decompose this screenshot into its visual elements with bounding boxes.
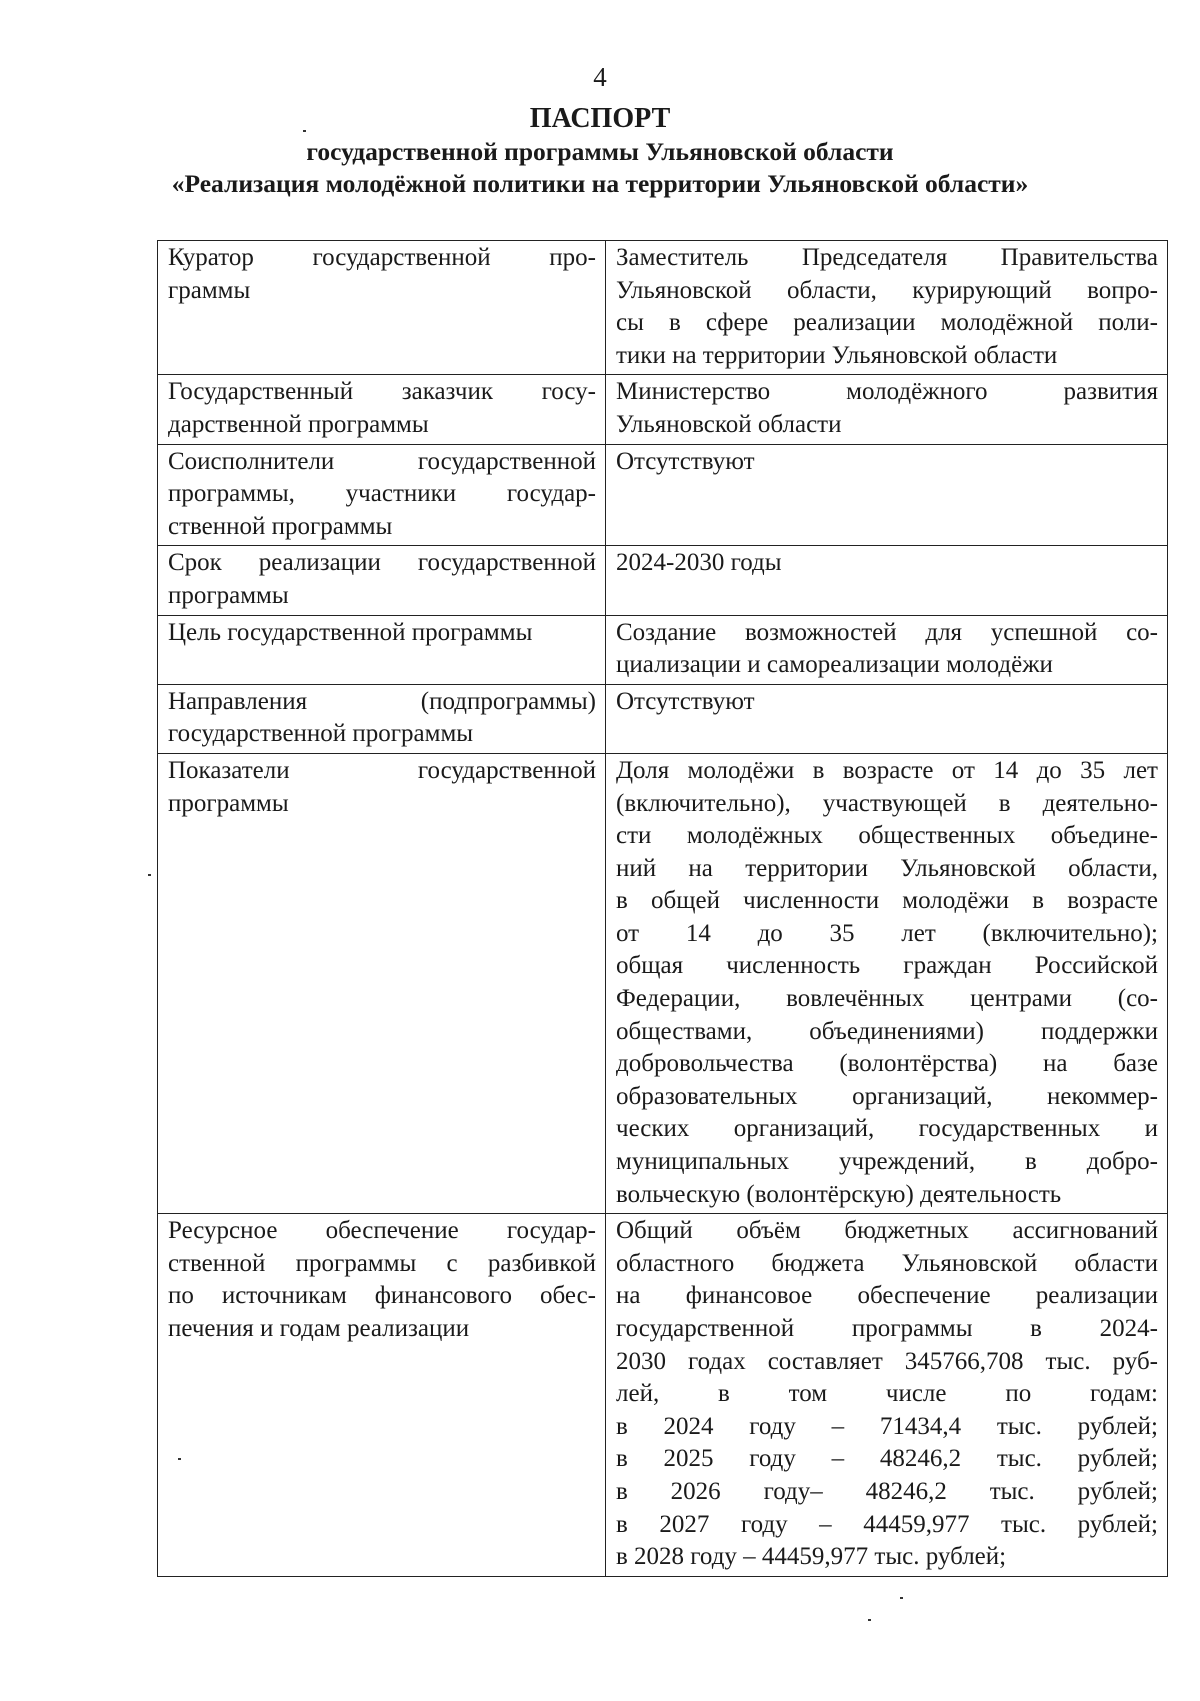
passport-value-cell — [606, 375, 1168, 444]
passport-row — [158, 1214, 1168, 1577]
passport-value-line: лей, в том числе по годам: — [616, 1380, 1158, 1408]
passport-label-cell — [158, 241, 606, 375]
passport-label-line: дарственной программы — [168, 410, 429, 438]
passport-value-cell — [606, 444, 1168, 546]
passport-row — [158, 375, 1168, 444]
passport-value-line: Отсутствуют — [616, 687, 755, 715]
passport-value-line: Федерации, вовлечённых центрами (со- — [616, 985, 1158, 1013]
passport-label-line: программы — [168, 581, 289, 609]
scan-speck — [303, 130, 306, 132]
passport-value-line: сти молодёжных общественных объедине- — [616, 822, 1158, 850]
passport-value-line: в 2024 году – 71434,4 тыс. рублей; — [616, 1412, 1158, 1440]
passport-value-line: общая численность граждан Российской — [616, 952, 1158, 980]
passport-label-line: Показатели государственной — [168, 756, 596, 784]
passport-value-line: ний на территории Ульяновской области, — [616, 854, 1158, 882]
passport-value-line: (включительно), участвующей в деятельно- — [616, 789, 1158, 817]
passport-table-body — [158, 241, 1168, 1577]
passport-value-line: ческих организаций, государственных и — [616, 1115, 1158, 1143]
passport-label-line: программы — [168, 789, 289, 817]
document-title: ПАСПОРТ — [529, 103, 671, 134]
passport-label-line: государственной программы — [168, 720, 474, 748]
passport-value-line: циализации и самореализации молодёжи — [616, 651, 1053, 679]
passport-value-line: Заместитель Председателя Правительства — [616, 244, 1158, 271]
passport-label-line: по источникам финансового обес- — [168, 1282, 596, 1310]
scan-speck — [148, 874, 151, 876]
passport-value-line: сы в сфере реализации молодёжной поли- — [616, 309, 1158, 337]
scan-speck — [900, 1597, 903, 1599]
passport-label-line: ственной программы с разбивкой — [168, 1249, 596, 1277]
passport-value-line: Доля молодёжи в возрасте от 14 до 35 лет — [616, 756, 1158, 784]
passport-value-line: в 2026 году– 48246,2 тыс. рублей; — [616, 1477, 1158, 1505]
passport-value-line: от 14 до 35 лет (включительно); — [616, 919, 1158, 947]
passport-value-line: в общей численности молодёжи в возрасте — [616, 887, 1158, 915]
scan-speck — [868, 1619, 871, 1621]
passport-label-cell — [158, 684, 606, 753]
passport-label-line: граммы — [168, 276, 251, 304]
passport-value-line: 2030 годах составляет 345766,708 тыс. руб- — [616, 1347, 1158, 1375]
passport-value-line: государственной программы в 2024- — [616, 1315, 1158, 1342]
passport-value-line: на финансовое обеспечение реализации — [616, 1282, 1158, 1310]
passport-label-line: Государственный заказчик госу- — [168, 378, 596, 406]
passport-row — [158, 546, 1168, 615]
passport-value-cell — [606, 615, 1168, 684]
passport-value-line: в 2027 году – 44459,977 тыс. рублей; — [616, 1510, 1158, 1538]
passport-value-cell — [606, 753, 1168, 1213]
passport-value-cell — [606, 684, 1168, 753]
passport-label-line: Цель государственной программы — [168, 618, 533, 646]
document-subtitle-line-2: «Реализация молодёжной политики на территории Ульяновской области» — [171, 169, 1029, 198]
passport-value-line: Создание возможностей для успешной со- — [616, 618, 1158, 646]
document-subtitle-line-1: государственной программы Ульяновской области — [306, 137, 894, 166]
passport-value-line: в 2028 году – 44459,977 тыс. рублей; — [616, 1543, 1007, 1571]
passport-label-cell — [158, 1214, 606, 1577]
passport-label-line: Ресурсное обеспечение государ- — [168, 1217, 596, 1245]
passport-row — [158, 753, 1168, 1213]
passport-value-line: 2024-2030 годы — [616, 549, 782, 577]
passport-label-cell — [158, 546, 606, 615]
passport-value-cell — [606, 546, 1168, 615]
passport-label-cell — [158, 375, 606, 444]
passport-value-line: вольческую (волонтёрскую) деятельность — [616, 1180, 1062, 1208]
passport-row — [158, 684, 1168, 753]
passport-row — [158, 241, 1168, 375]
passport-value-line: в 2025 году – 48246,2 тыс. рублей; — [616, 1445, 1158, 1473]
passport-label-line: Направления (подпрограммы) — [168, 687, 596, 715]
passport-value-line: Ульяновской области — [616, 410, 842, 438]
passport-table — [157, 240, 1168, 1577]
passport-value-line: Министерство молодёжного развития — [616, 378, 1158, 406]
passport-label-line: ственной программы — [168, 512, 393, 540]
passport-value-line: муниципальных учреждений, в добро- — [616, 1148, 1158, 1176]
passport-row — [158, 615, 1168, 684]
passport-label-cell — [158, 615, 606, 684]
passport-label-line: Соисполнители государственной — [168, 447, 596, 475]
passport-value-cell — [606, 241, 1168, 375]
passport-value-line: добровольчества (волонтёрства) на базе — [616, 1050, 1158, 1078]
passport-row — [158, 444, 1168, 546]
passport-value-line: образовательных организаций, некоммер- — [616, 1082, 1158, 1110]
passport-value-line: областного бюджета Ульяновской области — [616, 1249, 1158, 1277]
passport-label-line: программы, участники государ- — [168, 480, 596, 508]
passport-value-line: Ульяновской области, курирующий вопро- — [616, 276, 1158, 304]
passport-value-line: тики на территории Ульяновской области — [616, 341, 1058, 369]
document-title-block — [0, 102, 1200, 200]
passport-value-line: Отсутствуют — [616, 447, 755, 475]
passport-label-line: Куратор государственной про- — [168, 244, 596, 271]
passport-value-cell — [606, 1214, 1168, 1577]
passport-label-cell — [158, 444, 606, 546]
passport-label-cell — [158, 753, 606, 1213]
passport-value-line: Общий объём бюджетных ассигнований — [616, 1217, 1158, 1245]
passport-label-line: Срок реализации государственной — [168, 549, 596, 577]
scan-speck — [178, 1458, 181, 1460]
page-number: 4 — [593, 62, 607, 92]
passport-label-line: печения и годам реализации — [168, 1315, 470, 1342]
passport-value-line: обществами, объединениями) поддержки — [616, 1017, 1158, 1045]
